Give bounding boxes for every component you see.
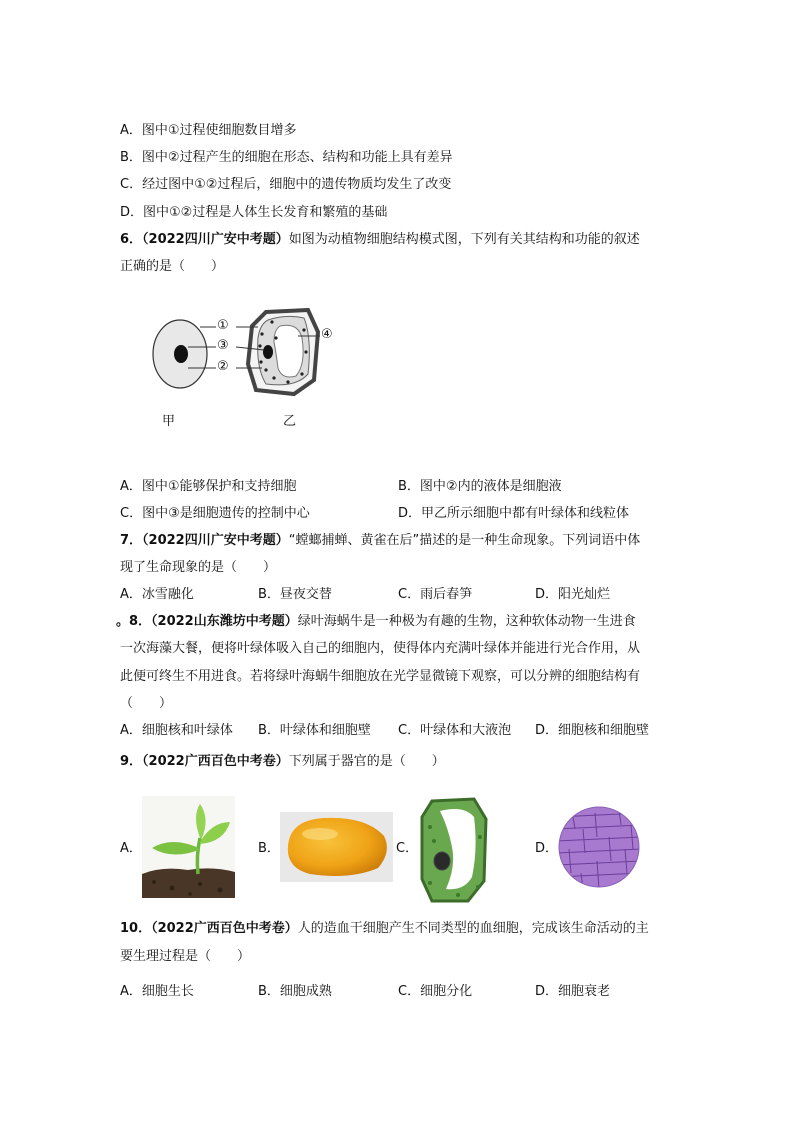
q9-number: 9．	[120, 754, 143, 769]
q5-option-c: C．经过图中①②过程后，细胞中的遗传物质均发生了改变	[120, 177, 452, 192]
q8-number: 。8．	[116, 614, 152, 629]
q7-number: 7．	[120, 533, 143, 548]
marker-4: ④	[321, 327, 333, 342]
q10-number: 10．	[120, 921, 152, 936]
plant-cell-image	[418, 797, 490, 905]
seedling-image	[142, 796, 235, 898]
marker-2: ②	[217, 359, 229, 374]
q10-option-a: A．细胞生长	[120, 984, 194, 999]
q6-stem-line2: 正确的是（ ）	[120, 259, 225, 274]
label-jia: 甲	[162, 414, 176, 429]
q8-stem-text: 绿叶海蜗牛是一种极为有趣的生物，这种软体动物一生进食	[297, 614, 636, 629]
q6-number: 6．	[120, 232, 143, 247]
q10-stem-line2: 要生理过程是（ ）	[120, 949, 251, 964]
q8-option-b: B．叶绿体和细胞壁	[258, 723, 371, 738]
q8-stem	[116, 613, 636, 631]
q9-stem-text: 下列属于器官的是（ ）	[288, 754, 445, 769]
q7-source: （2022四川广安中考题）	[142, 533, 289, 548]
q7-option-b: B．昼夜交替	[258, 587, 332, 602]
q5-option-a: A．图中①过程使细胞数目增多	[120, 123, 297, 138]
onion-epidermis-image	[557, 805, 641, 889]
label-yi: 乙	[283, 414, 297, 429]
q7-stem-line2: 现了生命现象的是（ ）	[120, 560, 277, 575]
q6-stem	[120, 231, 640, 249]
q9-option-d-label: D．	[535, 841, 559, 856]
q5-option-b: B．图中②过程产生的细胞在形态、结构和功能上具有差异	[120, 150, 453, 165]
q8-option-a: A．细胞核和叶绿体	[120, 723, 233, 738]
q6-option-d: D．甲乙所示细胞中都有叶绿体和线粒体	[398, 506, 630, 521]
q10-stem-text: 人的造血干细胞产生不同类型的血细胞，完成该生命活动的主	[297, 921, 649, 936]
q7-stem-text: “螳螂捕蝉、黄雀在后”描述的是一种生命现象。下列词语中体	[288, 533, 641, 548]
q7-option-c: C．雨后春笋	[398, 587, 473, 602]
q9-stem	[120, 753, 445, 771]
q9-option-b-label: B．	[258, 841, 280, 856]
q6-option-a: A．图中①能够保护和支持细胞	[120, 479, 297, 494]
plant-nucleus	[263, 345, 273, 359]
q6-source: （2022四川广安中考题）	[142, 232, 289, 247]
marker-1: ①	[217, 318, 229, 333]
q10-option-c: C．细胞分化	[398, 984, 473, 999]
plant-vacuole	[274, 325, 303, 377]
mango-image	[280, 812, 393, 882]
q10-option-d: D．细胞衰老	[535, 984, 611, 999]
q5-option-d: D．图中①②过程是人体生长发育和繁殖的基础	[120, 205, 388, 220]
q6-option-c: C．图中③是细胞遗传的控制中心	[120, 506, 310, 521]
q6-option-b: B．图中②内的液体是细胞液	[398, 479, 562, 494]
q9-option-a-label: A．	[120, 841, 142, 856]
q7-option-a: A．冰雪融化	[120, 587, 194, 602]
q8-stem-line3: 此便可终生不用进食。若将绿叶海蜗牛细胞放在光学显微镜下观察，可以分辨的细胞结构有	[120, 669, 641, 684]
q10-stem	[120, 920, 649, 938]
q9-option-c-label: C．	[396, 841, 419, 856]
q8-stem-line2: 一次海藻大餐，便将叶绿体吸入自己的细胞内，使得体内充满叶绿体并能进行光合作用，从	[120, 641, 641, 656]
q8-stem-line4: （ ）	[120, 696, 173, 711]
q8-option-c: C．叶绿体和大液泡	[398, 723, 512, 738]
q7-stem	[120, 532, 640, 550]
cell-structure-figure	[148, 308, 348, 400]
q10-source: （2022广西百色中考卷）	[151, 921, 298, 936]
q7-option-d: D．阳光灿烂	[535, 587, 611, 602]
animal-nucleus	[174, 345, 188, 363]
q10-option-b: B．细胞成熟	[258, 984, 332, 999]
q9-source: （2022广西百色中考卷）	[142, 754, 289, 769]
q8-source: （2022山东潍坊中考题）	[151, 614, 298, 629]
q6-stem-text: 如图为动植物细胞结构模式图，下列有关其结构和功能的叙述	[288, 232, 640, 247]
q8-option-d: D．细胞核和细胞壁	[535, 723, 650, 738]
marker-3: ③	[217, 338, 229, 353]
